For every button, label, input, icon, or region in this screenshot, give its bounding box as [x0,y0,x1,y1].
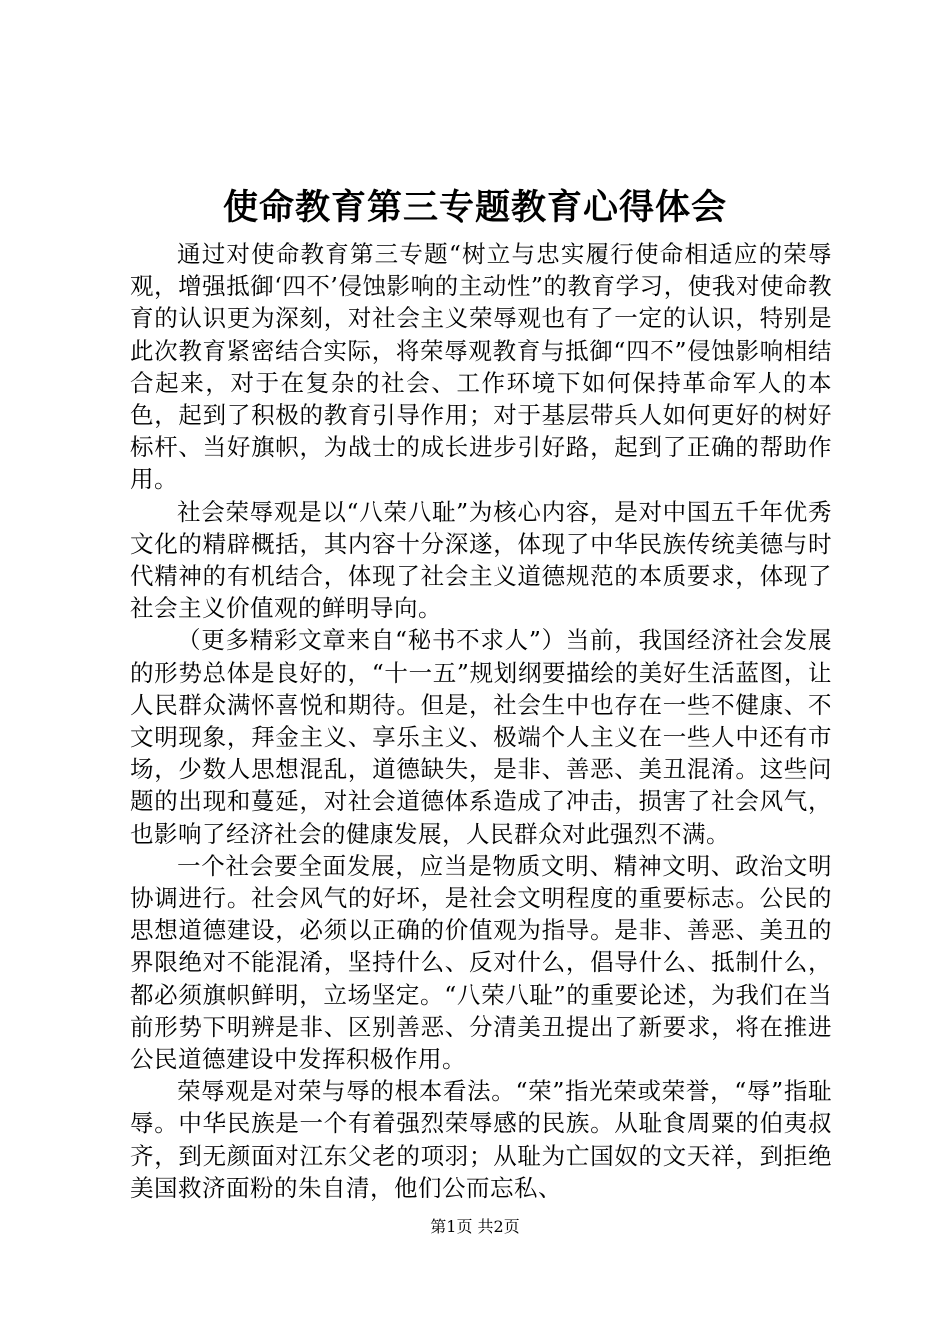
paragraph-1: 通过对使命教育第三专题“树立与忠实履行使命相适应的荣辱观，增强抵御‘四不’侵蚀影响的主动性”的教育学习，使我对使命教育的认识更为深刻，对社会主义荣辱观也有了一定的认识，特别是此次教育紧密结合实际，将荣辱观教育与抵御“四不”侵蚀影响相结合起来，对于在复杂的社会、工作环境下如何保持革命军人的本色，起到了积极的教育引导作用；对于基层带兵人如何更好的树好标杆、当好旗帜，为战士的成长进步引好路，起到了正确的帮助作用。 [130,240,832,494]
paragraph-2: 社会荣辱观是以“八荣八耻”为核心内容，是对中国五千年优秀文化的精辟概括，其内容十分深遂，体现了中华民族传统美德与时代精神的有机结合，体现了社会主义道德规范的本质要求，体现了社会主义价值观的鲜明导向。 [130,497,832,623]
paragraph-4: 一个社会要全面发展，应当是物质文明、精神文明、政治文明协调进行。社会风气的好坏，是社会文明程度的重要标志。公民的思想道德建设，必须以正确的价值观为指导。是非、善恶、美丑的界限绝对不能混淆，坚持什么、反对什么，倡导什么、抵制什么，都必须旗帜鲜明，立场坚定。“八荣八耻”的重要论述，为我们在当前形势下明辨是非、区别善恶、分清美丑提出了新要求，将在推进公民道德建设中发挥积极作用。 [130,851,832,1074]
paragraph-5: 荣辱观是对荣与辱的根本看法。“荣”指光荣或荣誉，“辱”指耻辱。中华民族是一个有着强烈荣辱感的民族。从耻食周粟的伯夷叔齐，到无颜面对江东父老的项羽；从耻为亡国奴的文天祥，到拒绝美国救济面粉的朱自清，他们公而忘私、 [130,1077,832,1202]
document-title: 使命教育第三专题教育心得体会 [222,187,727,228]
paragraph-3: （更多精彩文章来自“秘书不求人”）当前，我国经济社会发展的形势总体是良好的，“十一五”规划纲要描绘的美好生活蓝图，让人民群众满怀喜悦和期待。但是，社会生中也存在一些不健康、不文明现象，拜金主义、享乐主义、极端个人主义在一些人中还有市场，少数人思想混乱，道德缺失，是非、善恶、美丑混淆。这些问题的出现和蔓延，对社会道德体系造成了冲击，损害了社会风气，也影响了经济社会的健康发展，人民群众对此强烈不满。 [130,626,832,848]
document-body [130,238,832,1204]
page-number-footer: 第1页 共2页 [430,1217,520,1236]
